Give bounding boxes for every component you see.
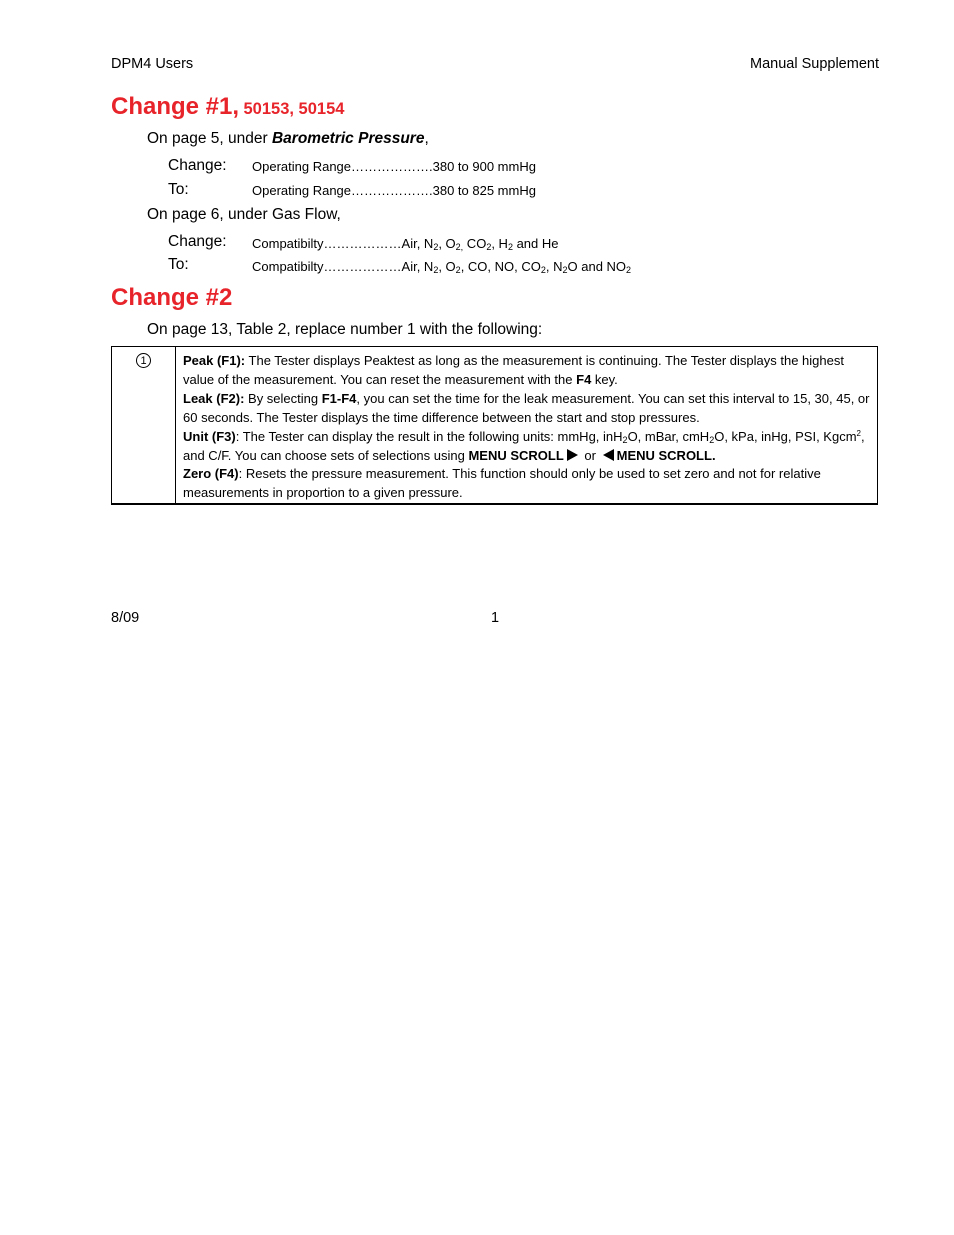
leak-entry: Leak (F2): By selecting F1-F4, you can set the time for the leak measurement. You can set this interval to 15, 30, 45, or 60 seconds. The Tester displays the time difference between the start and stop pressures. [183,390,870,425]
gas-change-label: Change: [168,233,227,250]
unit-entry: Unit (F3): The Tester can display the result in the following units: mmHg, inH$_2$O, mBar, cmH$_2$O, kPa, inHg, PSI, Kgcm$^2$, and C/F. You can choose sets of selections using MENU SCROLL or MENU SCROLL. [183,428,865,463]
arrow-right-icon [567,449,578,461]
circled-number-1: 1 [136,353,151,368]
baro-to-value: Operating Range……………….380 to 825 mmHg [252,183,536,198]
baro-intro-suffix: , [424,130,429,147]
footer-date: 8/09 [111,610,140,626]
peak-entry: Peak (F1): The Tester displays Peaktest as long as the measurement is continuing. The Tester displays the highest value of the measurement. You can reset the measurement with the F4 key. [183,353,844,387]
replacement-table [111,346,878,505]
gas-to-label: To: [168,256,189,273]
baro-change-label: Change: [168,157,227,174]
table-description-cell [183,352,875,503]
baro-intro [147,130,429,148]
baro-change-value: Operating Range……………….380 to 900 mmHg [252,159,536,174]
change1-models: 50153, 50154 [243,100,345,118]
gas-change-value: Compatibilty………………Air, $N_2$, $O_{2,}$ $CO_2$, $H_2$ and He [252,236,559,252]
header-right: Manual Supplement [750,56,879,72]
baro-intro-prefix: On page 5, under [147,130,272,147]
gas-intro: On page 6, under Gas Flow, [147,206,341,223]
change1-title: Change #1, [111,93,240,120]
change2-title: Change #2 [111,284,233,311]
header-left: DPM4 Users [111,56,194,72]
baro-intro-emph: Barometric Pressure [271,130,425,147]
change1-heading [111,93,344,121]
baro-to-label: To: [168,181,189,198]
footer-page-number: 1 [491,610,500,626]
arrow-left-icon [603,449,614,461]
zero-entry: Zero (F4): Resets the pressure measurement. This function should only be used to set zero and not for relative measurements in proportion to a given pressure. [183,466,821,501]
table-column-divider [175,347,176,503]
table-intro: On page 13, Table 2, replace number 1 with the following: [147,321,543,338]
gas-to-value: Compatibilty………………Air, $N_2$, $O_2$, CO, NO, $CO_2$, $N_2O$ and $NO_2$ [252,259,632,275]
